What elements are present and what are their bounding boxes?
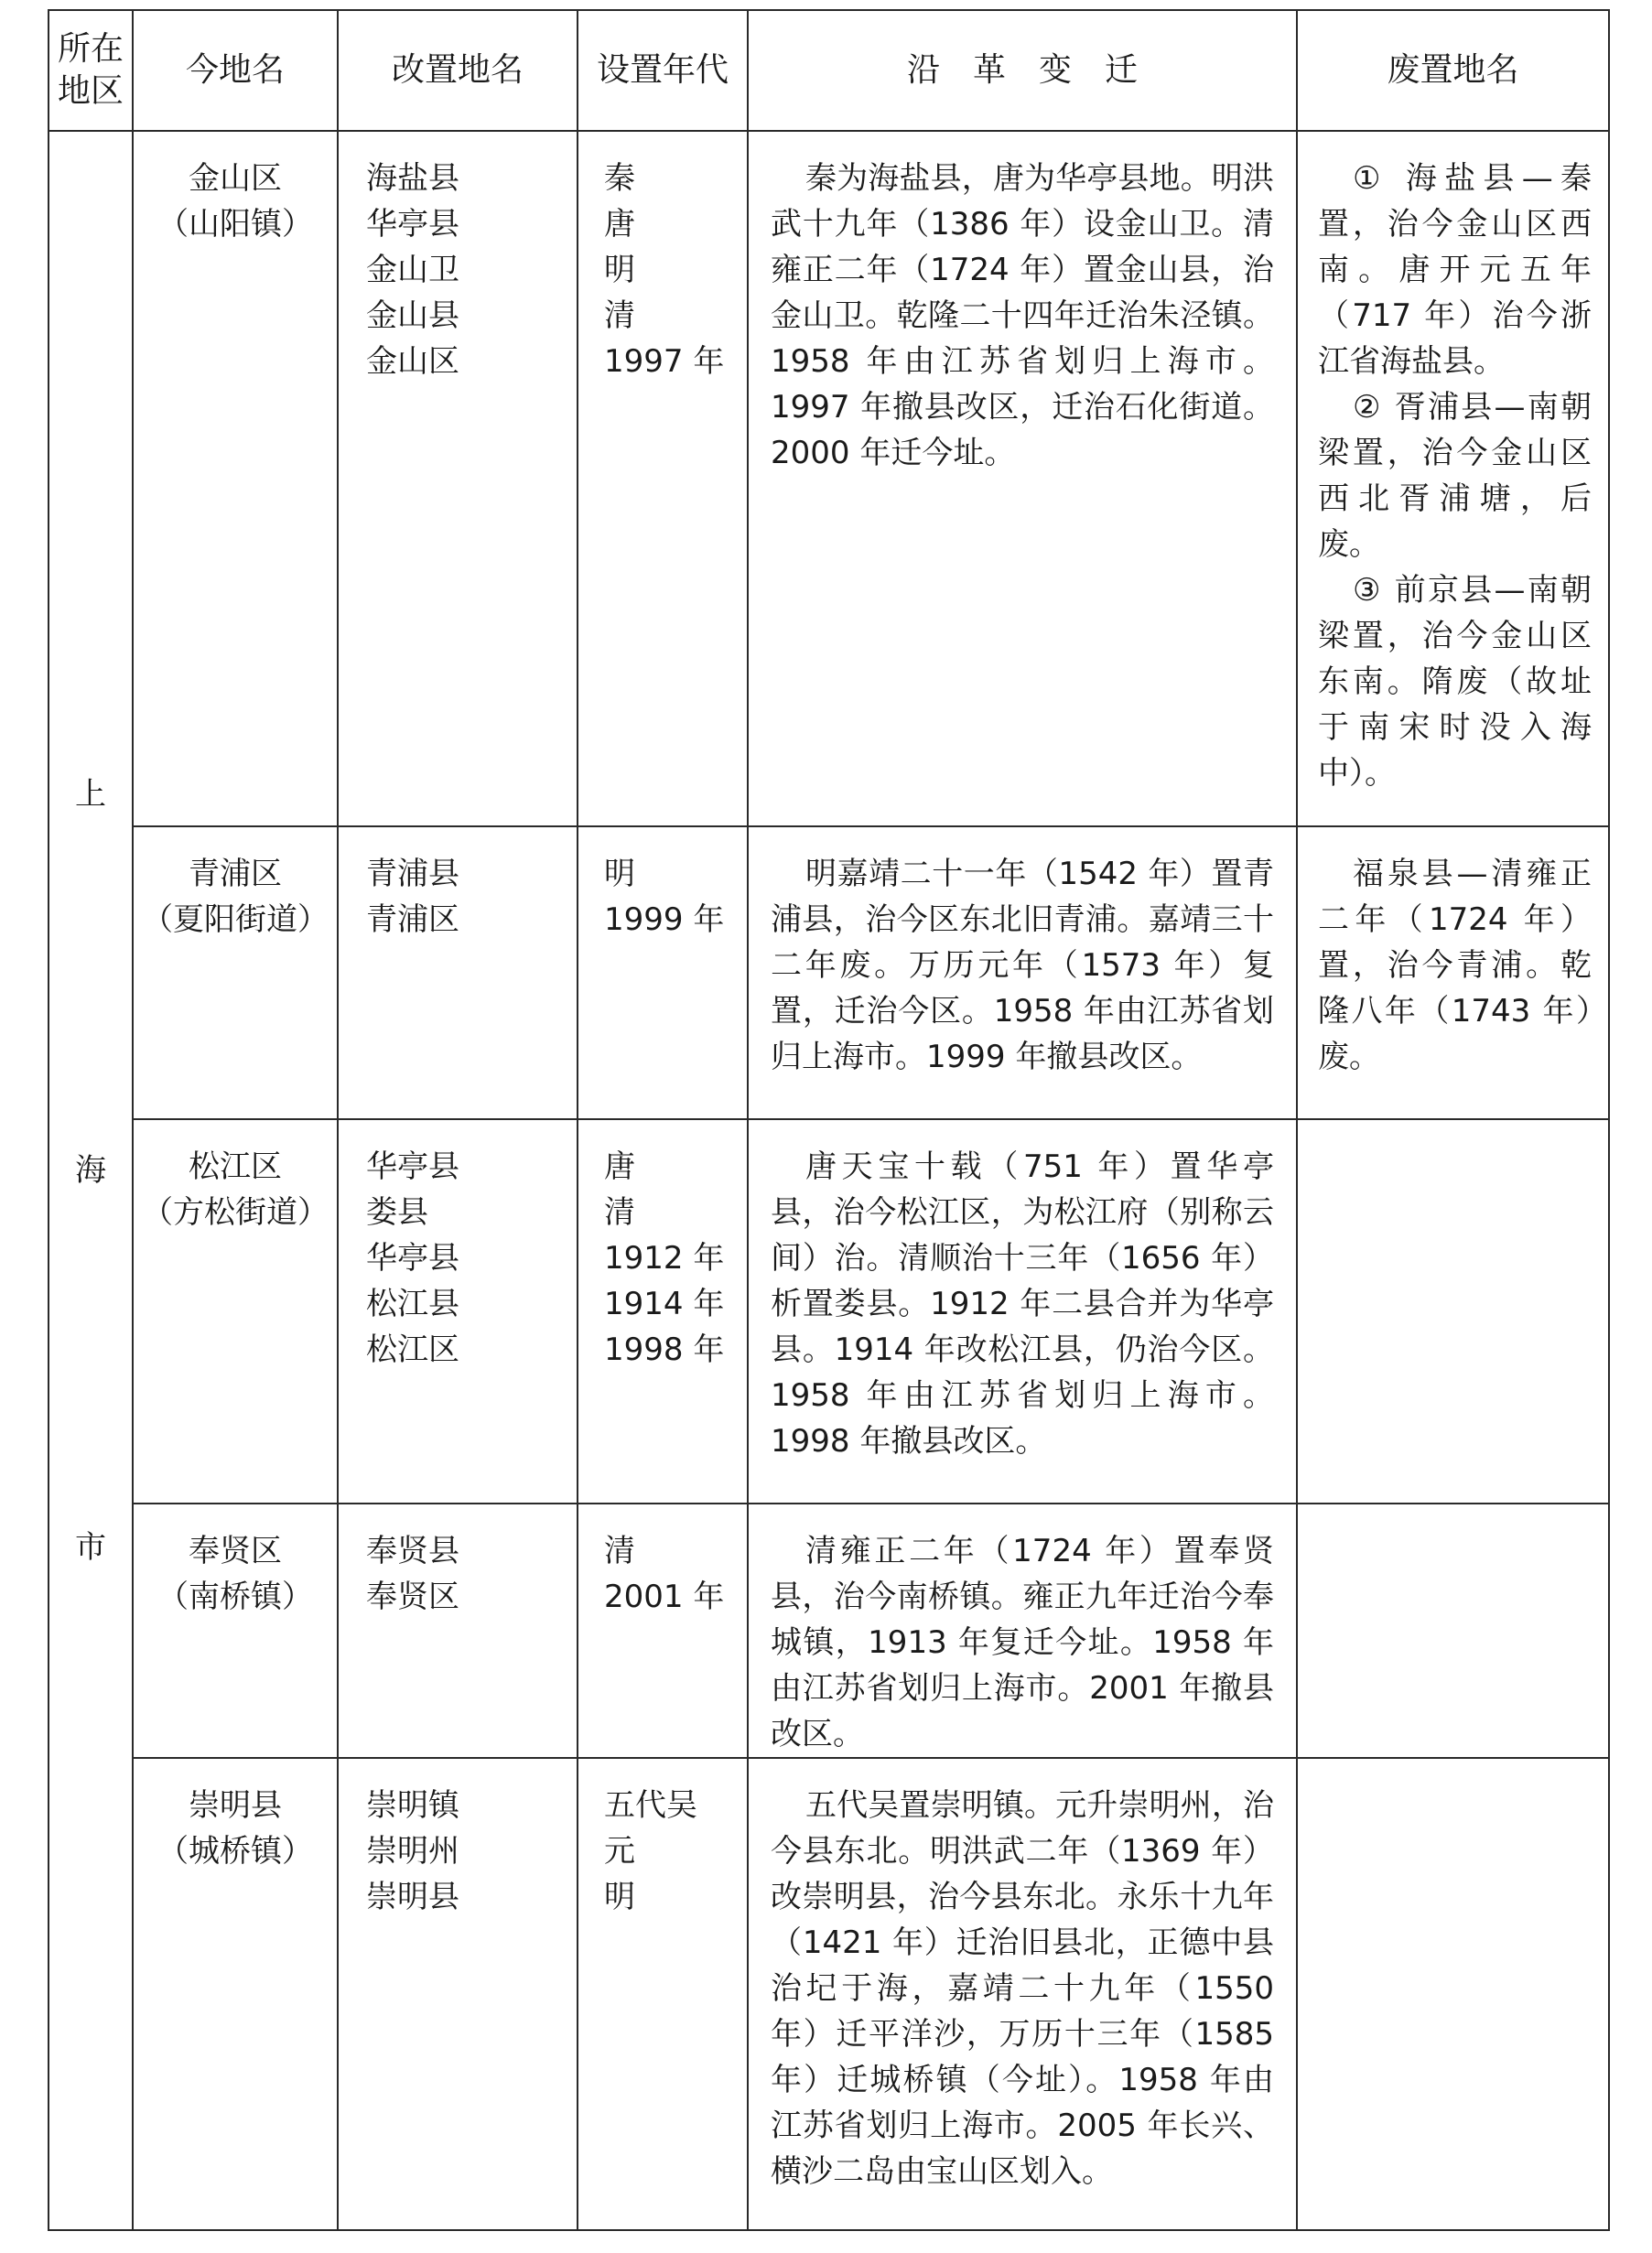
current-name-cell: 奉贤区 （南桥镇） — [133, 1504, 338, 1758]
history-cell: 清雍正二年（1724 年）置奉贤县，治今南桥镇。雍正九年迁治今奉城镇，1913 年复迁今址。1958 年由江苏省划归上海市。2001 年撤县改区。 — [748, 1504, 1297, 1758]
era-cell: 明 1999 年 — [578, 826, 748, 1119]
current-name-cell: 松江区 （方松街道） — [133, 1119, 338, 1504]
abolished-item: ③ 前京县—南朝梁置，治今金山区东南。隋废（故址于南宋时没入海中）。 — [1318, 572, 1592, 792]
era-cell: 五代吴 元 明 — [578, 1758, 748, 2230]
abolished-item: ① 海盐县—秦置，治今金山区西南。唐开元五年（717 年）治今浙江省海盐县。 — [1318, 160, 1592, 380]
table-row — [49, 826, 1609, 1119]
table-row — [49, 131, 1609, 826]
header-former-names: 改置地名 — [338, 10, 578, 131]
abolished-cell — [1297, 826, 1609, 1119]
era-cell: 秦 唐 明 清 1997 年 — [578, 131, 748, 826]
table-row — [49, 1119, 1609, 1504]
abolished-cell — [1297, 131, 1609, 826]
header-current-name: 今地名 — [133, 10, 338, 131]
former-names-cell: 崇明镇 崇明州 崇明县 — [338, 1758, 578, 2230]
header-era: 设置年代 — [578, 10, 748, 131]
table-row — [49, 1758, 1609, 2230]
former-names-cell: 华亭县 娄县 华亭县 松江县 松江区 — [338, 1119, 578, 1504]
era-cell: 唐 清 1912 年 1914 年 1998 年 — [578, 1119, 748, 1504]
region-cell — [49, 131, 133, 2230]
header-abolished: 废置地名 — [1297, 10, 1609, 131]
header-history: 沿 革 变 迁 — [748, 10, 1297, 131]
region-char: 上 — [75, 776, 106, 813]
era-cell: 清 2001 年 — [578, 1504, 748, 1758]
history-cell: 五代吴置崇明镇。元升崇明州，治今县东北。明洪武二年（1369 年）改崇明县，治今县东北。永乐十九年（1421 年）迁治旧县北，正德中县治圮于海，嘉靖二十九年（1550 年）迁平洋沙，万历十三年（1585 年）迁城桥镇（今址）。1958 年由江苏省划归上海市。2005 年长兴、横沙二岛由宝山区划入。 — [748, 1758, 1297, 2230]
abolished-cell — [1297, 1758, 1609, 2230]
history-cell: 唐天宝十载（751 年）置华亭县，治今松江区，为松江府（别称云间）治。清顺治十三年（1656 年）析置娄县。1912 年二县合并为华亭县。1914 年改松江县，仍治今区。1958 年由江苏省划归上海市。1998 年撤县改区。 — [748, 1119, 1297, 1504]
table-row — [49, 1504, 1609, 1758]
region-char: 市 — [75, 1529, 106, 1566]
region-char: 海 — [75, 1152, 106, 1189]
former-names-cell: 海盐县 华亭县 金山卫 金山县 金山区 — [338, 131, 578, 826]
header-row — [49, 10, 1609, 131]
history-cell: 明嘉靖二十一年（1542 年）置青浦县，治今区东北旧青浦。嘉靖三十二年废。万历元年（1573 年）复置，迁治今区。1958 年由江苏省划归上海市。1999 年撤县改区。 — [748, 826, 1297, 1119]
former-names-cell: 奉贤县 奉贤区 — [338, 1504, 578, 1758]
abolished-cell — [1297, 1504, 1609, 1758]
gazetteer-table — [48, 9, 1610, 2231]
current-name-cell: 金山区 （山阳镇） — [133, 131, 338, 826]
history-cell: 秦为海盐县，唐为华亭县地。明洪武十九年（1386 年）设金山卫。清雍正二年（1724 年）置金山县，治金山卫。乾隆二十四年迁治朱泾镇。1958 年由江苏省划归上海市。1997 年撤县改区，迁治石化街道。2000 年迁今址。 — [748, 131, 1297, 826]
abolished-cell — [1297, 1119, 1609, 1504]
former-names-cell: 青浦县 青浦区 — [338, 826, 578, 1119]
current-name-cell: 青浦区 （夏阳街道） — [133, 826, 338, 1119]
abolished-item: 福泉县—清雍正二年（1724 年）置，治今青浦。乾隆八年（1743 年）废。 — [1318, 856, 1592, 1075]
abolished-item: ② 胥浦县—南朝梁置，治今金山区西北胥浦塘，后废。 — [1318, 389, 1592, 563]
current-name-cell: 崇明县 （城桥镇） — [133, 1758, 338, 2230]
header-region: 所在 地区 — [49, 10, 133, 131]
